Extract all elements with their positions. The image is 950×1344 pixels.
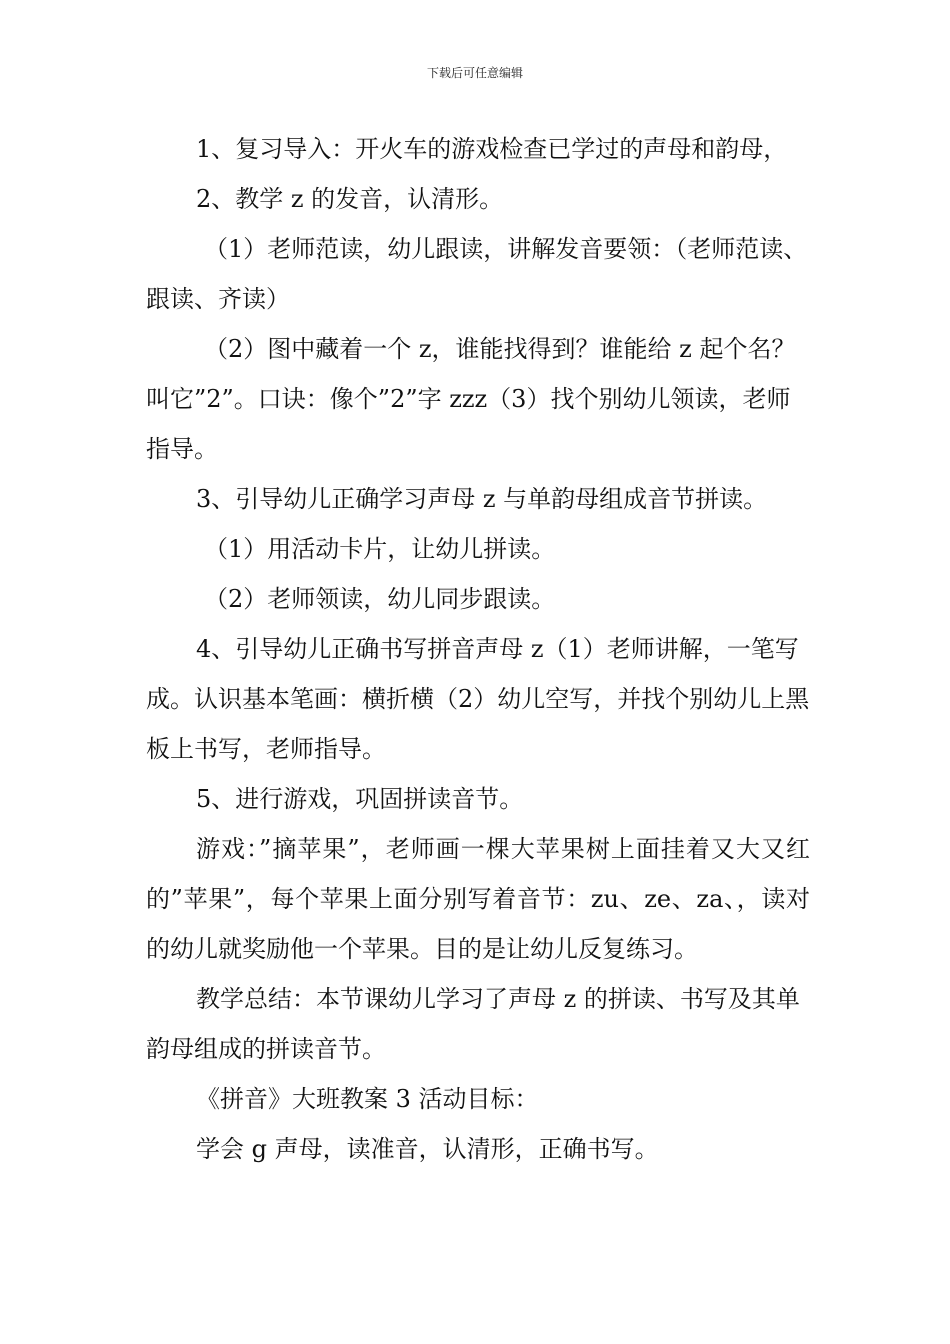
paragraph-game: 5、进行游戏，巩固拼读音节。 (196, 785, 524, 813)
document-body (146, 124, 810, 1174)
paragraph-teacher-reads: （1）老师范读，幼儿跟读，讲解发音要领：（老师范读、跟读、齐读） (146, 235, 808, 313)
paragraph-activity-cards: （1）用活动卡片，让幼儿拼读。 (204, 535, 556, 563)
paragraph-syllable-reading: 3、引导幼儿正确学习声母 z 与单韵母组成音节拼读。 (196, 485, 768, 513)
paragraph-lead-reading: （2）老师领读，幼儿同步跟读。 (204, 585, 556, 613)
paragraph-lesson-title: 《拼音》大班教案 3 活动目标： (196, 1085, 539, 1113)
paragraph-goal: 学会 g 声母，读准音，认清形，正确书写。 (196, 1135, 659, 1163)
page-header: 下载后可任意编辑 (426, 66, 523, 80)
paragraph-writing: 4、引导幼儿正确书写拼音声母 z（1）老师讲解，一笔写成。认识基本笔画：横折横（2）幼儿空写，并找个别幼儿上黑板上书写，老师指导。 (146, 635, 810, 763)
paragraph-teach-z: 2、教学 z 的发音，认清形。 (196, 185, 504, 213)
paragraph-hidden-z: （2）图中藏着一个 z，谁能找得到？谁能给 z 起个名？叫它”2”。口诀：像个”2”字 zzz（3）找个别幼儿领读，老师指导。 (146, 335, 796, 463)
paragraph-apple-game: 游戏：”摘苹果”，老师画一棵大苹果树上面挂着又大又红的”苹果”，每个苹果上面分别写着音节：zu、ze、za、，读对的幼儿就奖励他一个苹果。目的是让幼儿反复练习。 (146, 835, 810, 963)
paragraph-review-intro: 1、复习导入：开火车的游戏检查已学过的声母和韵母， (196, 135, 788, 163)
paragraph-summary: 教学总结：本节课幼儿学习了声母 z 的拼读、书写及其单韵母组成的拼读音节。 (146, 985, 800, 1063)
